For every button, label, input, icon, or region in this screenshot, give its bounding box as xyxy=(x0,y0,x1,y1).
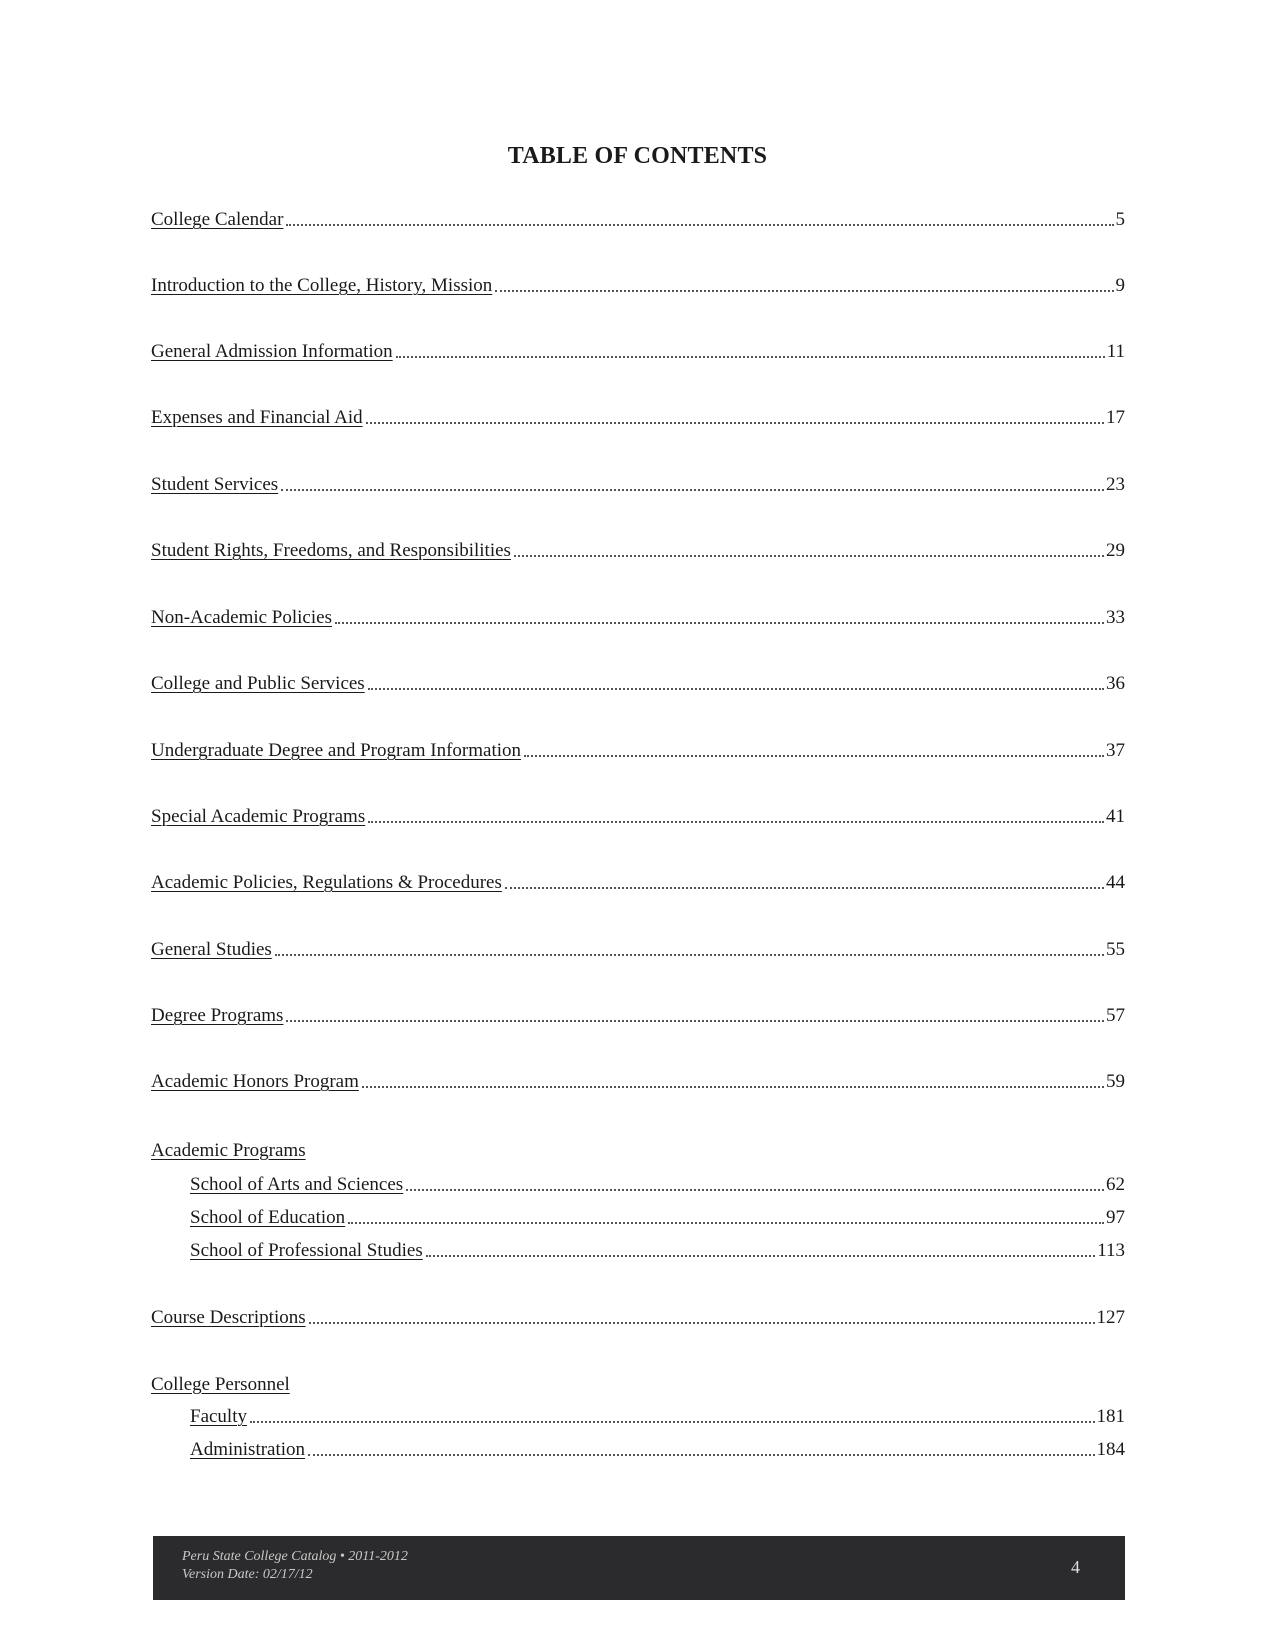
dot-leader xyxy=(368,688,1104,690)
toc-subentry-label[interactable]: Faculty xyxy=(190,1406,247,1427)
dot-leader xyxy=(406,1189,1104,1191)
toc-entry[interactable] xyxy=(151,1002,1125,1028)
dot-leader xyxy=(505,887,1104,889)
dot-leader xyxy=(335,622,1104,624)
toc-entry-page: 55 xyxy=(1106,939,1125,960)
toc-subentry[interactable] xyxy=(190,1171,1125,1197)
dot-leader xyxy=(495,290,1113,292)
toc-entry-page: 36 xyxy=(1106,673,1125,694)
footer-catalog-title: Peru State College Catalog • 2011-2012 xyxy=(182,1549,408,1564)
toc-entry-label[interactable]: Academic Honors Program xyxy=(151,1071,359,1092)
toc-entry-page: 41 xyxy=(1106,806,1125,827)
toc-entry-label[interactable]: Student Rights, Freedoms, and Responsibilities xyxy=(151,540,511,561)
toc-entry[interactable] xyxy=(151,936,1125,962)
dot-leader xyxy=(366,422,1104,424)
toc-entry-page: 5 xyxy=(1115,209,1125,230)
toc-entry-label[interactable]: General Studies xyxy=(151,939,272,960)
footer-version-date: Version Date: 02/17/12 xyxy=(182,1567,313,1582)
toc-subentry-label[interactable]: School of Arts and Sciences xyxy=(190,1174,404,1195)
toc-subentry-page: 113 xyxy=(1097,1240,1125,1261)
dot-leader xyxy=(250,1421,1095,1423)
toc-entry-label[interactable]: Course Descriptions xyxy=(151,1307,306,1328)
dot-leader xyxy=(281,489,1104,491)
toc-subentry-page: 184 xyxy=(1096,1439,1125,1460)
dot-leader xyxy=(309,1322,1095,1324)
toc-entry-label[interactable]: Special Academic Programs xyxy=(151,806,366,827)
toc-subentry[interactable] xyxy=(190,1237,1125,1263)
toc-entry-label[interactable]: Expenses and Financial Aid xyxy=(151,407,363,428)
toc-subentry[interactable] xyxy=(190,1204,1125,1230)
toc-entry[interactable] xyxy=(151,338,1125,364)
dot-leader xyxy=(524,755,1104,757)
toc-subentry-page: 62 xyxy=(1106,1174,1125,1195)
toc-entry-page: 44 xyxy=(1106,872,1125,893)
toc-subentry[interactable] xyxy=(190,1436,1125,1462)
toc-section-academic-programs[interactable] xyxy=(151,1137,1125,1163)
toc-entry-label[interactable]: College Calendar xyxy=(151,209,284,230)
toc-entry-label[interactable]: Degree Programs xyxy=(151,1005,284,1026)
toc-entry-page: 29 xyxy=(1106,540,1125,561)
toc-entry[interactable] xyxy=(151,604,1125,630)
toc-entry-page: 33 xyxy=(1106,607,1125,628)
toc-entry-page: 59 xyxy=(1106,1071,1125,1092)
footer-page-number: 4 xyxy=(1071,1557,1080,1577)
toc-subentry-label[interactable]: Administration xyxy=(190,1439,306,1460)
toc-entry-label[interactable]: Non-Academic Policies xyxy=(151,607,332,628)
toc-subentry-page: 97 xyxy=(1106,1207,1125,1228)
toc-entry-label[interactable]: General Admission Information xyxy=(151,341,393,362)
toc-entry-page: 11 xyxy=(1106,341,1125,362)
toc-entry-page: 9 xyxy=(1115,275,1125,296)
toc-entry[interactable] xyxy=(151,670,1125,696)
toc-entry-page: 37 xyxy=(1106,740,1125,761)
toc-subentry-label[interactable]: School of Professional Studies xyxy=(190,1240,423,1261)
dot-leader xyxy=(286,1020,1104,1022)
toc-entry-label[interactable]: Academic Policies, Regulations & Procedures xyxy=(151,872,502,893)
toc-section-heading[interactable]: College Personnel xyxy=(151,1374,290,1395)
dot-leader xyxy=(348,1222,1104,1224)
toc-section-heading[interactable]: Academic Programs xyxy=(151,1140,306,1161)
toc-entry[interactable] xyxy=(151,803,1125,829)
toc-entry[interactable] xyxy=(151,1068,1125,1094)
dot-leader xyxy=(308,1454,1094,1456)
page-footer xyxy=(153,1536,1125,1600)
toc-entry[interactable] xyxy=(151,206,1125,232)
dot-leader xyxy=(286,224,1113,226)
dot-leader xyxy=(396,356,1105,358)
dot-leader xyxy=(368,821,1104,823)
toc-entry[interactable] xyxy=(151,869,1125,895)
toc-entry[interactable] xyxy=(151,537,1125,563)
toc-entry[interactable] xyxy=(151,1304,1125,1330)
toc-subentry-page: 181 xyxy=(1096,1406,1125,1427)
toc-entry-page: 57 xyxy=(1106,1005,1125,1026)
toc-entry[interactable] xyxy=(151,471,1125,497)
toc-subentry-label[interactable]: School of Education xyxy=(190,1207,346,1228)
toc-entry[interactable] xyxy=(151,404,1125,430)
toc-entry[interactable] xyxy=(151,737,1125,763)
page-title: TABLE OF CONTENTS xyxy=(507,143,768,169)
toc-section-college-personnel[interactable] xyxy=(151,1371,1125,1397)
toc-entry-page: 17 xyxy=(1106,407,1125,428)
dot-leader xyxy=(514,555,1104,557)
toc-entry-label[interactable]: Introduction to the College, History, Mission xyxy=(151,275,493,296)
toc-entry-label[interactable]: Student Services xyxy=(151,474,279,495)
dot-leader xyxy=(426,1255,1095,1257)
toc-subentry[interactable] xyxy=(190,1403,1125,1429)
dot-leader xyxy=(275,954,1104,956)
toc-entry-page: 23 xyxy=(1106,474,1125,495)
toc-entry-page: 127 xyxy=(1096,1307,1125,1328)
dot-leader xyxy=(362,1086,1104,1088)
toc-entry[interactable] xyxy=(151,272,1125,298)
toc-entry-label[interactable]: College and Public Services xyxy=(151,673,365,694)
toc-entry-label[interactable]: Undergraduate Degree and Program Information xyxy=(151,740,522,761)
